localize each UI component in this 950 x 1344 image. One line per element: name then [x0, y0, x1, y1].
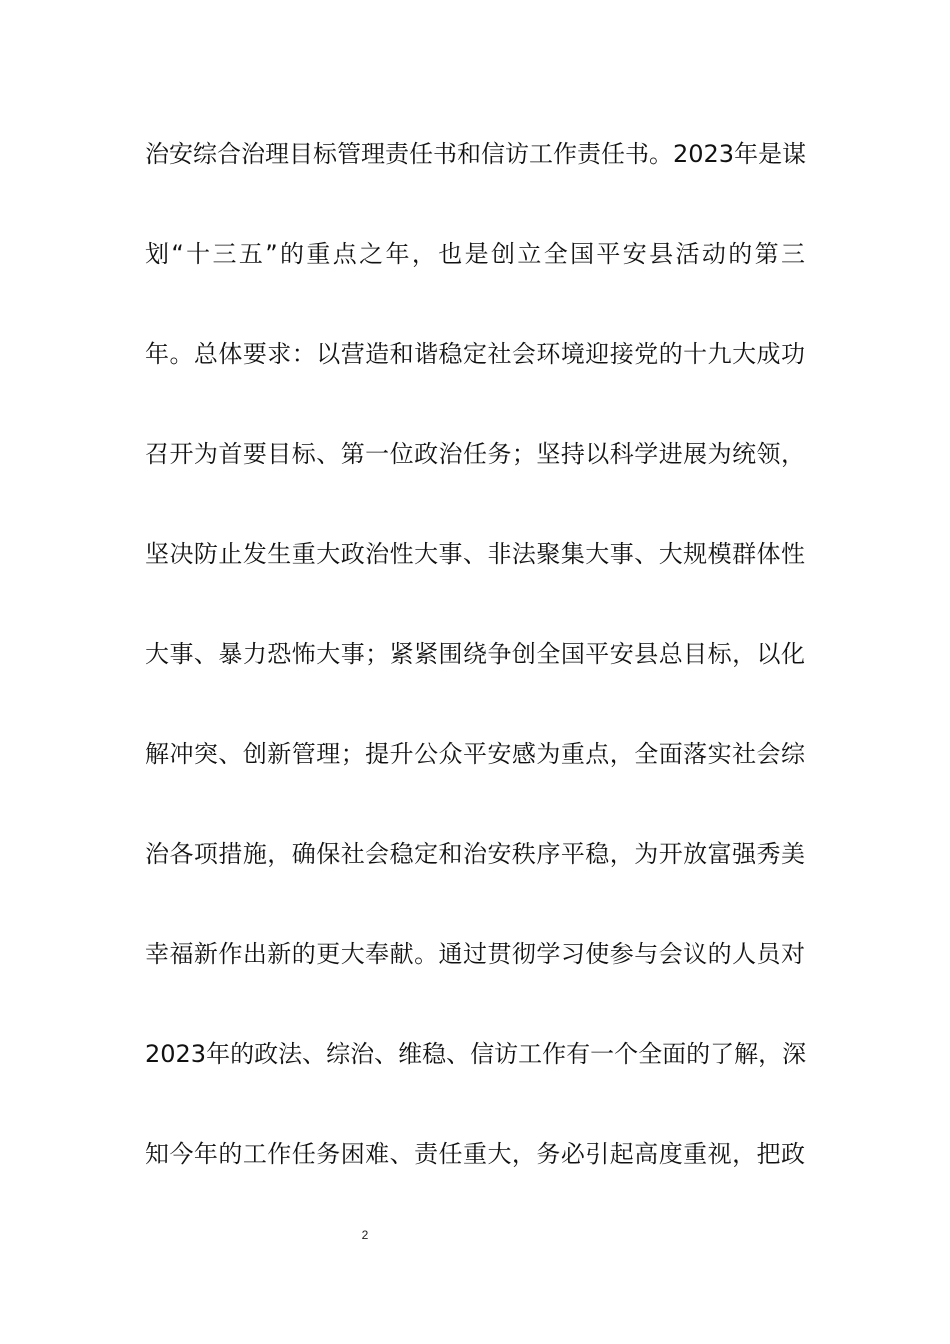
page-number: 2	[361, 1228, 369, 1242]
body-text-line: 大事、暴力恐怖大事；紧紧围绕争创全国平安县总目标，以化	[145, 640, 805, 668]
body-text-line: 坚决防止发生重大政治性大事、非法聚集大事、大规模群体性	[145, 540, 805, 568]
body-text-line: 治安综合治理目标管理责任书和信访工作责任书。2023年是谋	[145, 140, 807, 168]
body-text-line: 2023年的政法、综治、维稳、信访工作有一个全面的了解，深	[145, 1040, 807, 1068]
body-text-line: 幸福新作出新的更大奉献。通过贯彻学习使参与会议的人员对	[145, 940, 805, 968]
body-text-line: 知今年的工作任务困难、责任重大，务必引起高度重视，把政	[145, 1140, 805, 1168]
body-text-line: 解冲突、创新管理；提升公众平安感为重点，全面落实社会综	[145, 740, 805, 768]
body-text-line: 召开为首要目标、第一位政治任务；坚持以科学进展为统领，	[145, 440, 805, 468]
body-text-line: 年。总体要求：以营造和谐稳定社会环境迎接党的十九大成功	[145, 340, 805, 368]
body-text-line: 划“十三五”的重点之年，也是创立全国平安县活动的第三	[145, 240, 805, 268]
body-text-line: 治各项措施，确保社会稳定和治安秩序平稳，为开放富强秀美	[145, 840, 805, 868]
